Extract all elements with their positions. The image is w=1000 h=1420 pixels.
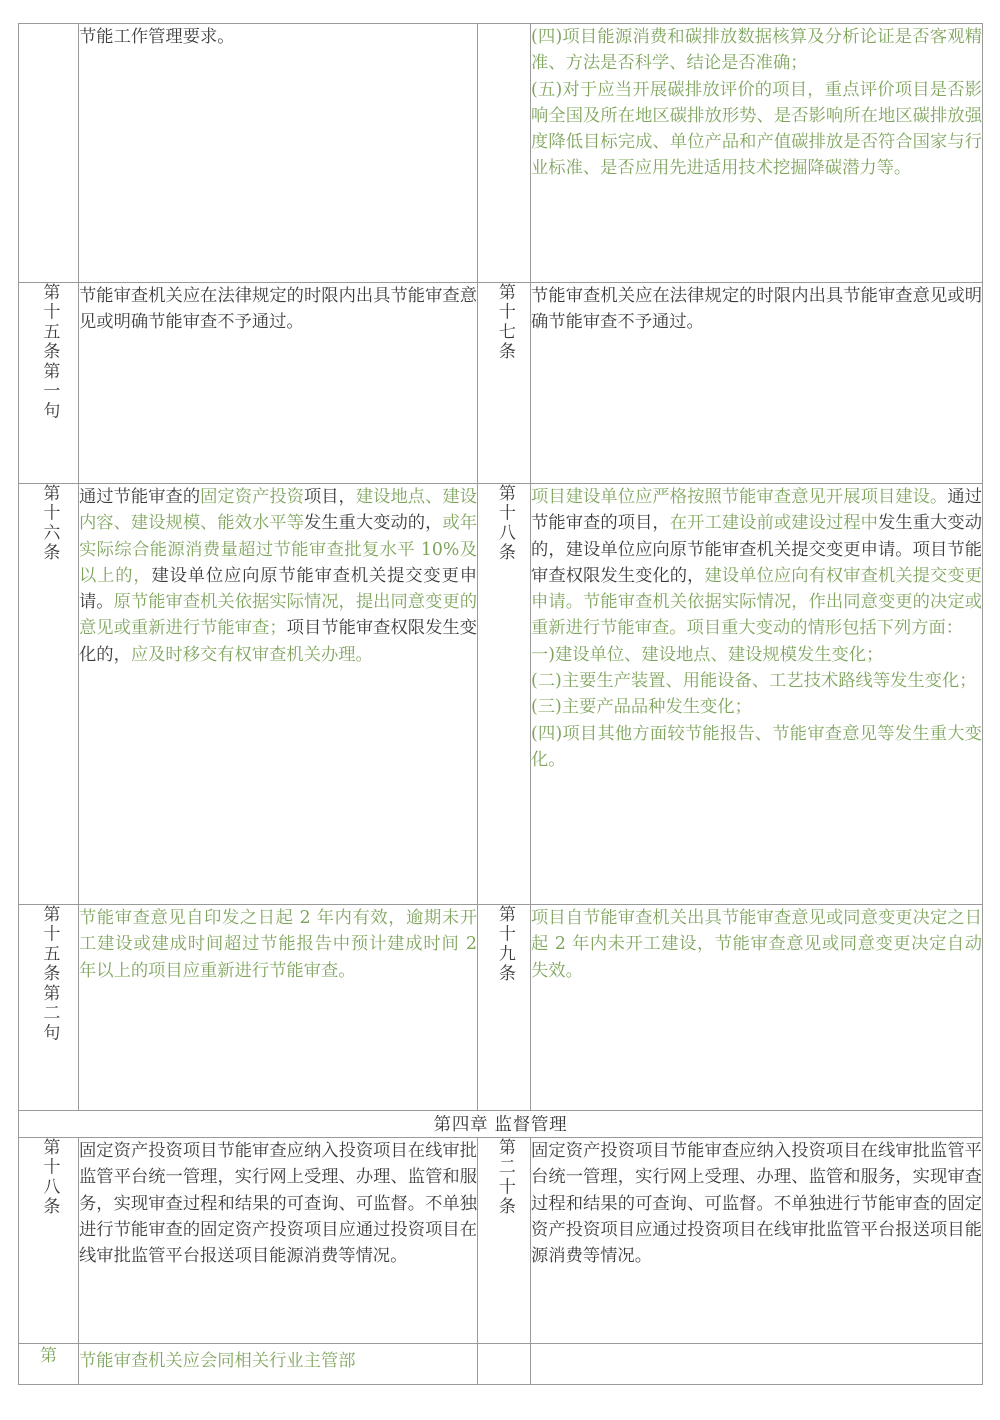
run: 项目， [303, 487, 356, 507]
cell-left-text [79, 1138, 478, 1344]
article-label-left [19, 1138, 79, 1344]
table-row [19, 24, 983, 283]
article-label-right [478, 905, 531, 1111]
paragraph: 节能审查机关应在法律规定的时限内出具节能审查意见或明确节能审查不予通过。 [79, 286, 477, 333]
table-row [19, 1138, 983, 1344]
run: 固定资产投资 [200, 487, 304, 507]
article-label-text: 第十九条 [494, 905, 515, 984]
article-label-right [478, 1344, 531, 1385]
table-row [19, 283, 983, 484]
cell-left-text [79, 283, 478, 484]
run: 建设单位应向原节能审查机关提交变更申请。 [79, 565, 477, 613]
article-label-text: 第 [40, 1346, 57, 1366]
cell-right-text [531, 484, 983, 905]
article-label-right [478, 1138, 531, 1344]
run: 原节能审查机关依据实际情况，提出同意变更的意见或重新进行节能审查； [79, 592, 477, 639]
run: 通过节能审查的 [79, 487, 201, 507]
article-label-left [19, 24, 79, 283]
run: 建设单位应向有权审查机关提交变更申请。节能审查机关依据实际情况，作出同意变更的决定或重新进行节能审查。项目重大变动的情形包括下列方面： [531, 565, 982, 639]
chapter-heading: 第四章 监督管理 [19, 1111, 983, 1138]
article-label-left [19, 905, 79, 1111]
paragraph: 节能审查机关应在法律规定的时限内出具节能审查意见或明确节能审查不予通过。 [531, 286, 982, 333]
run: 建设地点、建设内容、建设规模、能效水平等 [79, 487, 477, 534]
article-label-text: 第二十条 [494, 1138, 515, 1217]
paragraph: (二)主要生产装置、用能设备、工艺技术路线等发生变化； [531, 670, 977, 691]
paragraph: (三)主要产品品种发生变化； [531, 697, 752, 718]
comparison-table [18, 23, 983, 1385]
paragraph: 项目自节能审查机关出具节能审查意见或同意变更决定之日起 2 年内未开工建设，节能审查意见或同意变更决定自动失效。 [531, 908, 982, 981]
paragraph [531, 484, 982, 642]
article-label-text: 第十五条第一句 [39, 283, 60, 422]
paragraph: 节能工作管理要求。 [79, 27, 235, 47]
article-label-left [19, 484, 79, 905]
run: 应及时移交有权审查机关办理。 [130, 644, 373, 665]
run: 在开工建设前或建设过程中 [669, 513, 878, 534]
article-label-left [19, 283, 79, 484]
table-row [19, 484, 983, 905]
cell-left-text [79, 1344, 478, 1385]
cell-right-text [531, 283, 983, 484]
cell-right-text [531, 905, 983, 1111]
run: 项目建设单位应严格按照节能审查意见开展项目建设。 [531, 487, 948, 507]
table-row [19, 905, 983, 1111]
article-label-text: 第十六条 [39, 484, 60, 563]
cell-right-text [531, 1344, 983, 1385]
run: 项目节能审查权限发生变化的， [79, 618, 477, 665]
paragraph: 节能审查机关应会同相关行业主管部 [79, 1351, 356, 1371]
run: 或年实际综合能源消费量超过节能审查批复水平 10%及以上的， [79, 513, 477, 586]
run: 发生重大变动的，建设单位应向原节能审查机关提交变更申请。项目节能审查权限发生变化的， [531, 513, 982, 586]
paragraph [79, 484, 477, 668]
run: 通过节能审查的项目， [531, 487, 982, 534]
cell-right-text [531, 1138, 983, 1344]
article-label-left [19, 1344, 79, 1385]
paragraph: (四)项目能源消费和碳排放数据核算及分析论证是否客观精准、方法是否科学、结论是否准确； [531, 27, 982, 74]
paragraph: 一)建设单位、建设地点、建设规模发生变化； [531, 644, 884, 665]
paragraph: (五)对于应当开展碳排放评价的项目，重点评价项目是否影响全国及所在地区碳排放形势、是否影响所在地区碳排放强度降低目标完成、单位产品和产值碳排放是否符合国家与行业标准、是否应用先进适用技术挖掘降碳潜力等。 [531, 79, 982, 179]
run: 发生重大变动的， [303, 513, 443, 534]
article-label-text: 第十五条第二句 [39, 905, 60, 1044]
article-label-text: 第十八条 [39, 1138, 60, 1217]
cell-left-text [79, 24, 478, 283]
cell-right-text [531, 24, 983, 283]
chapter-heading-row [19, 1111, 983, 1138]
article-label-text: 第十七条 [494, 283, 515, 362]
cell-left-text [79, 905, 478, 1111]
paragraph: 节能审查意见自印发之日起 2 年内有效，逾期未开工建设或建成时间超过节能报告中预计建成时间 2 年以上的项目应重新进行节能审查。 [79, 908, 477, 981]
article-label-text: 第十八条 [494, 484, 515, 563]
cell-left-text [79, 484, 478, 905]
article-label-right [478, 24, 531, 283]
paragraph: (四)项目其他方面较节能报告、节能审查意见等发生重大变化。 [531, 723, 982, 770]
paragraph: 固定资产投资项目节能审查应纳入投资项目在线审批监管平台统一管理，实行网上受理、办理、监管和服务，实现审查过程和结果的可查询、可监督。不单独进行节能审查的固定资产投资项目应通过投资项目在线审批监管平台报送项目能源消费等情况。 [79, 1141, 477, 1267]
table-row [19, 1344, 983, 1385]
article-label-right [478, 283, 531, 484]
article-label-right [478, 484, 531, 905]
paragraph: 固定资产投资项目节能审查应纳入投资项目在线审批监管平台统一管理，实行网上受理、办理、监管和服务，实现审查过程和结果的可查询、可监督。不单独进行节能审查的固定资产投资项目应通过投资项目在线审批监管平台报送项目能源消费等情况。 [531, 1141, 982, 1267]
